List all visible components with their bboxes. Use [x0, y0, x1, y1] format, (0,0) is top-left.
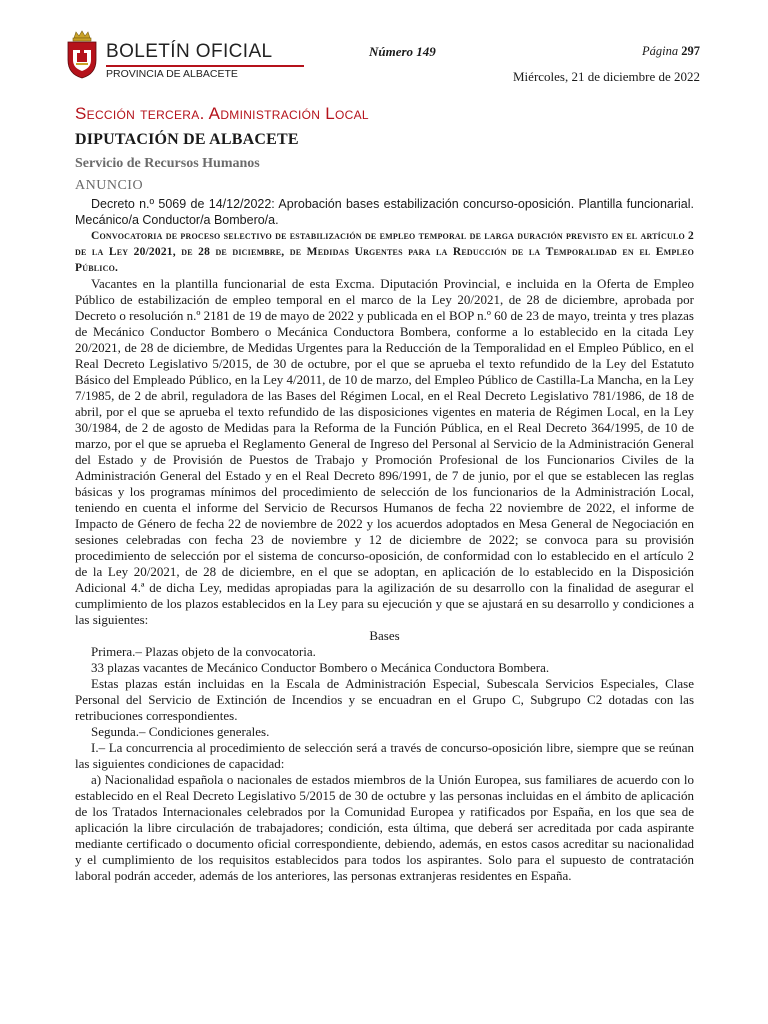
- plazas-paragraph: 33 plazas vacantes de Mecánico Conductor Bombero o Mecánica Conductora Bombera.: [91, 660, 550, 675]
- page-label: Página: [642, 44, 679, 58]
- page-number: [642, 44, 700, 59]
- province-crest-icon: [64, 30, 100, 80]
- issue-number: Número 149: [369, 44, 436, 59]
- segunda-heading: Segunda.– Condiciones generales.: [91, 724, 270, 739]
- bases-heading: Bases: [369, 628, 400, 643]
- bulletin-title: BOLETÍN OFICIAL: [106, 41, 273, 62]
- primera-heading: Primera.– Plazas objeto de la convocatoria.: [91, 644, 316, 659]
- page-value: 297: [681, 44, 700, 58]
- bulletin-subtitle: PROVINCIA DE ALBACETE: [106, 68, 238, 80]
- organization-heading: DIPUTACIÓN DE ALBACETE: [75, 131, 299, 148]
- document-body: [75, 196, 694, 884]
- issue-date: Miércoles, 21 de diciembre de 2022: [513, 69, 700, 84]
- section-title: Sección tercera. Administración Local: [75, 104, 369, 123]
- intro-paragraph: Vacantes en la plantilla funcionarial de esta Excma. Diputación Provincial, e incluida en la Oferta de Empleo Público de estabilización de empleo temporal en el marco de la Ley 20/2021, de 28 de diciembre, aprobada por Decreto o resolución n.º 2181 de 19 de mayo de 2022 y publicada en el BOP n.º 60 de 23 de mayo, treinta y tres plazas de Mecánico Conductor Bombero o Mecánica Conductora Bombera, conforme a lo establecido en la citada Ley 20/2021, de 28 de diciembre, de Medidas Urgentes para la Reducción de la Temporalidad en el Empleo Público, en el Real Decreto Legislativo 5/2015, de 30 de octubre, por el que se aprueba el texto refundido de la Ley del Estatuto Básico del Empleado Público, en la Ley 4/2011, de 10 de marzo, del Empleo Público de Castilla-La Mancha, en la Ley 7/1985, de 2 de abril, reguladora de las Bases del Régimen Local, en el Real Decreto Legislativo 781/1986, de 18 de abril, por el que se aprueba el texto refundido de las disposiciones vigentes en materia de Régimen Local, en la Ley 30/1984, de 2 de agosto de Medidas para la Reforma de la Función Pública, en el Real Decreto 364/1995, de 10 de marzo, por el que se aprueba el Reglamento General de Ingreso del Personal al Servicio de la Administración General del Estado y de Provisión de Puestos de Trabajo y Promoción Profesional de los Funcionarios Civiles de la Administración General del Estado y en el Real Decreto 896/1991, de 7 de junio, por el que se establecen las reglas básicas y los programas mínimos del procedimiento de selección de los funcionarios de la Administración Local, teniendo en cuenta el informe del Servicio de Recursos Humanos de fecha 22 noviembre de 2022, el informe de Impacto de Género de fecha 22 de noviembre de 2022 y los acuerdos adoptados en Mesa General de Negociación en sesiones celebradas con fecha 23 de noviembre y 12 de diciembre de 2022; se convoca para su provisión procedimiento de selección por el sistema de concurso-oposición, de conformidad con lo establecido en el artículo 2 de la Ley 20/2021, de 28 de diciembre, en el que se adoptan, en aplicación de lo establecido en la Disposición Adicional 4.ª de dicha Ley, medidas apropiadas para la agilización de su desarrollo con la finalidad de asegurar el cumplimiento de los plazos establecidos en la Ley para su ejecución y que se ajustará en su desarrollo y condiciones a las siguientes:: [75, 276, 695, 627]
- escala-paragraph: Estas plazas están incluidas en la Escala de Administración Especial, Subescala Servicios Especiales, Clase Personal del Servicio de Extinción de Incendios y se encuadran en el Grupo C, Subgrupo C2 dotadas con las retribuciones correspondientes.: [75, 676, 694, 723]
- page-header: [64, 30, 700, 86]
- decree-paragraph: Decreto n.º 5069 de 14/12/2022: Aprobación bases estabilización concurso-oposición. Plantilla funcionarial. Mecánico/a Conductor/a Bombero/a.: [75, 197, 694, 227]
- notice-heading: ANUNCIO: [75, 178, 144, 193]
- nacionalidad-paragraph: a) Nacionalidad española o nacionales de estados miembros de la Unión Europea, sus familiares de acuerdo con lo establecido en el Real Decreto Legislativo 5/2015 de 30 de octubre y las personas incluidas en el ámbito de aplicación de los Tratados Internacionales celebrados por la Comunidad Europea y ratificados por España, en los que sea de aplicación la libre circulación de trabajadores; condición, esta última, que deberá ser acreditada por cada aspirante mediante certificado o documento oficial correspondiente, debiendo, además, en estos casos acreditar su nacionalidad y el cumplimiento de los requisitos establecidos para todos los aspirantes. Solo para el supuesto de contratación laboral podrán acceder, además de los anteriores, las personas extranjeras residentes en España.: [75, 772, 694, 883]
- convocatoria-heading: Convocatoria de proceso selectivo de estabilización de empleo temporal de larga duración previsto en el artículo 2 de la Ley 20/2021, de 28 de diciembre, de Medidas Urgentes para la Reducción de la Temporalidad en el Empleo Público.: [75, 230, 694, 274]
- title-rule: [106, 65, 304, 67]
- department-heading: Servicio de Recursos Humanos: [75, 156, 260, 171]
- concurrencia-paragraph: I.– La concurrencia al procedimiento de selección será a través de concurso-oposición libre, siempre que se reúnan las siguientes condiciones de capacidad:: [75, 740, 694, 771]
